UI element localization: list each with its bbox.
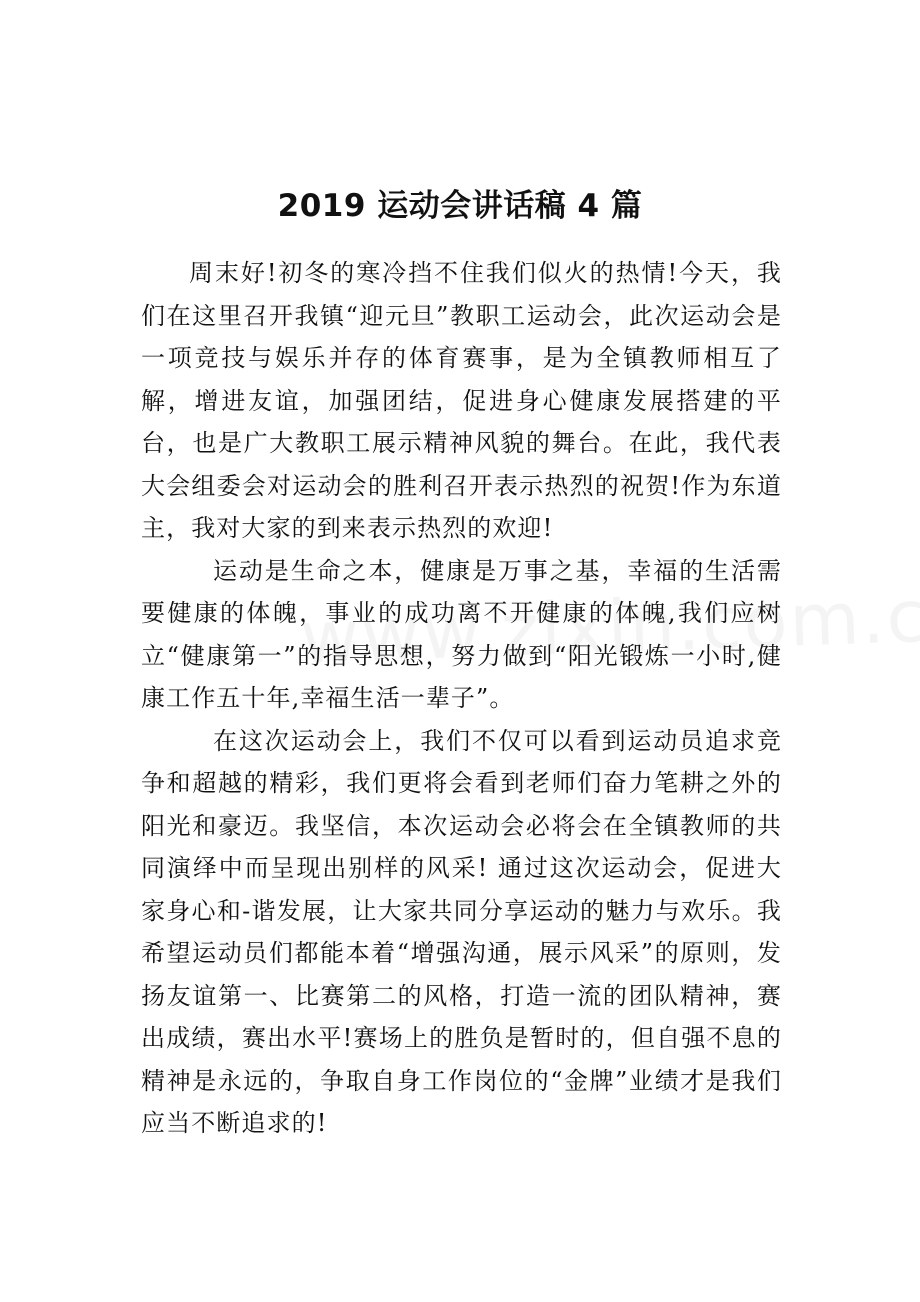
paragraph-3: 在这次运动会上，我们不仅可以看到运动员追求竞争和超越的精彩，我们更将会看到老师们奋力笔耕之外的阳光和豪迈。我坚信，本次运动会必将会在全镇教师的共同演绎中而呈现出别样的风采! 通过这次运动会，促进大家身心和-谐发展，让大家共同分享运动的魅力与欢乐。我希望运动员们都能本着“增强沟通，展示风采”的原则，发扬友谊第一、比赛第二的风格，打造一流的团队精神，赛出成绩，赛出水平!赛场上的胜负是暂时的，但自强不息的精神是永远的，争取自身工作岗位的“金牌”业绩才是我们应当不断追求的! [141,726,782,1137]
paragraph-1: 周末好!初冬的寒冷挡不住我们似火的热情!今天，我们在这里召开我镇“迎元旦”教职工运动会，此次运动会是一项竞技与娱乐并存的体育赛事，是为全镇教师相互了解，增进友谊，加强团结，促进身心健康发展搭建的平台，也是广大教职工展示精神风貌的舞台。在此，我代表大会组委会对运动会的胜利召开表示热烈的祝贺!作为东道主，我对大家的到来表示热烈的欢迎! [141,259,782,542]
page-title: 2019 运动会讲话稿 4 篇 [277,187,643,224]
paragraph-2: 运动是生命之本，健康是万事之基，幸福的生活需要健康的体魄，事业的成功离不开健康的体魄,我们应树立“健康第一”的指导思想，努力做到“阳光锻炼一小时,健康工作五十年,幸福生活一辈子”。 [141,556,782,712]
document-body [141,252,782,1145]
